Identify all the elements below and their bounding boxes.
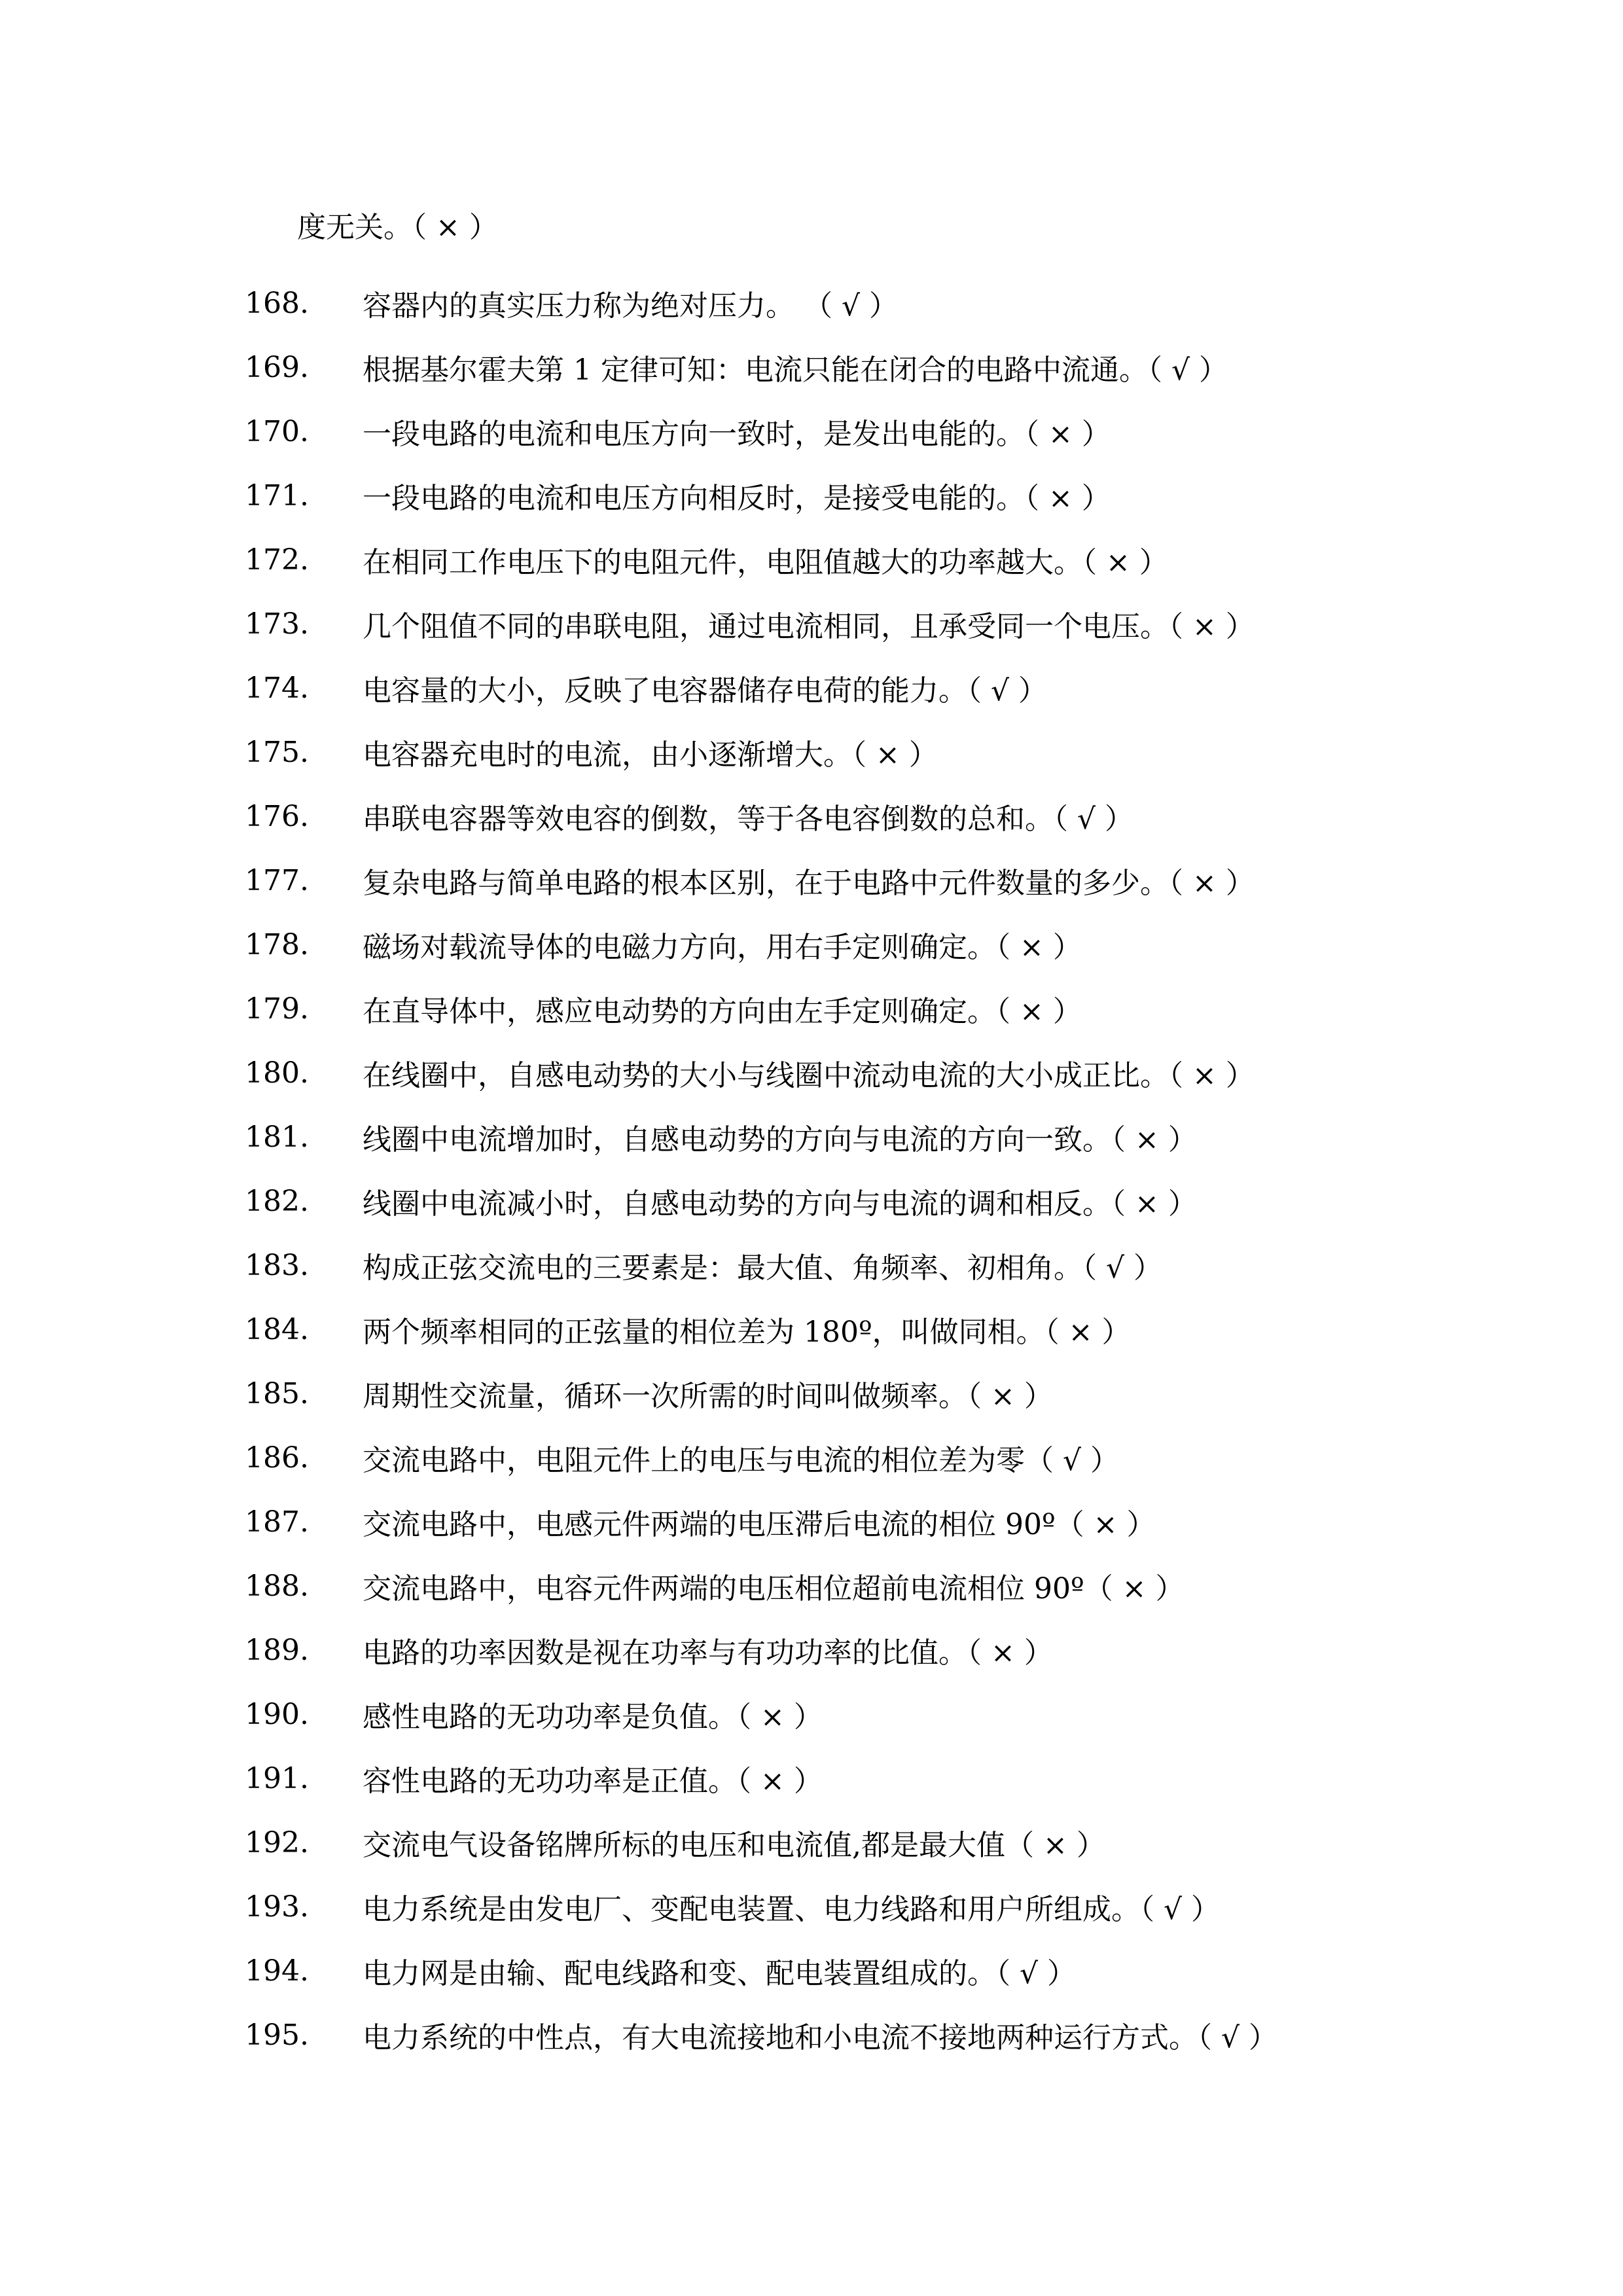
item-number: 187. — [245, 1505, 309, 1539]
list-item — [245, 1105, 1277, 1169]
list-item — [245, 1233, 1277, 1297]
list-item — [245, 977, 1277, 1041]
item-number: 191. — [245, 1761, 309, 1795]
list-item — [245, 1361, 1277, 1426]
item-number: 186. — [245, 1441, 309, 1475]
item-text: 容器内的真实压力称为绝对压力。 （ √ ） — [363, 289, 898, 323]
list-item — [245, 2003, 1277, 2067]
list-item — [245, 399, 1277, 463]
item-number: 172. — [245, 543, 309, 577]
list-item — [245, 1618, 1277, 1682]
item-text: 电力系统的中性点，有大电流接地和小电流不接地两种运行方式。（ √ ） — [363, 2021, 1278, 2054]
list-item — [245, 1874, 1277, 1939]
item-number: 168. — [245, 286, 309, 320]
list-item — [245, 1810, 1277, 1874]
list-item — [245, 656, 1277, 720]
continuation-line: 度无关。（ × ） — [297, 211, 498, 244]
list-item — [245, 1490, 1277, 1554]
list-item — [245, 1297, 1277, 1361]
item-number: 177. — [245, 863, 309, 897]
item-text: 在相同工作电压下的电阻元件，电阻值越大的功率越大。（ × ） — [363, 546, 1168, 579]
item-number: 175. — [245, 735, 309, 769]
item-text: 磁场对载流导体的电磁力方向，用右手定则确定。（ × ） — [363, 931, 1082, 964]
item-text: 交流电路中，电感元件两端的电压滞后电流的相位 90º（ × ） — [363, 1508, 1156, 1541]
item-text: 交流电路中，电阻元件上的电压与电流的相位差为零（ √ ） — [363, 1444, 1120, 1477]
item-text: 电力系统是由发电厂、变配电装置、电力线路和用户所组成。（ √ ） — [363, 1893, 1221, 1926]
item-text: 根据基尔霍夫第 1 定律可知：电流只能在闭合的电路中流通。（ √ ） — [363, 353, 1228, 387]
list-item — [245, 271, 1277, 335]
item-text: 线圈中电流减小时，自感电动势的方向与电流的调和相反。（ × ） — [363, 1187, 1197, 1221]
list-item — [245, 463, 1277, 528]
item-number: 193. — [245, 1890, 309, 1924]
item-text: 周期性交流量，循环一次所需的时间叫做频率。（ × ） — [363, 1380, 1053, 1413]
list-item — [245, 1169, 1277, 1233]
item-number: 185. — [245, 1376, 309, 1410]
item-number: 174. — [245, 671, 309, 705]
item-number: 179. — [245, 992, 309, 1026]
item-text: 电容量的大小，反映了电容器储存电荷的能力。（ √ ） — [363, 674, 1048, 708]
list-item — [245, 1426, 1277, 1490]
list-item — [245, 912, 1277, 977]
item-number: 184. — [245, 1312, 309, 1346]
list-item — [245, 848, 1277, 912]
item-text: 线圈中电流增加时，自感电动势的方向与电流的方向一致。（ × ） — [363, 1123, 1197, 1157]
item-number: 188. — [245, 1569, 309, 1603]
true-false-list — [245, 271, 1277, 2067]
list-item — [245, 1041, 1277, 1105]
item-number: 176. — [245, 799, 309, 833]
item-number: 189. — [245, 1633, 309, 1667]
item-number: 170. — [245, 414, 309, 448]
item-text: 一段电路的电流和电压方向一致时，是发出电能的。（ × ） — [363, 418, 1111, 451]
item-text: 在线圈中，自感电动势的大小与线圈中流动电流的大小成正比。（ × ） — [363, 1059, 1255, 1092]
list-item — [245, 1939, 1277, 2003]
item-number: 192. — [245, 1825, 309, 1859]
item-number: 173. — [245, 607, 309, 641]
item-number: 183. — [245, 1248, 309, 1282]
item-text: 几个阻值不同的串联电阻，通过电流相同，且承受同一个电压。（ × ） — [363, 610, 1255, 643]
item-text: 在直导体中，感应电动势的方向由左手定则确定。（ × ） — [363, 995, 1082, 1028]
item-text: 电容器充电时的电流，由小逐渐增大。（ × ） — [363, 738, 938, 772]
list-item — [245, 335, 1277, 399]
list-item — [245, 1746, 1277, 1810]
item-number: 182. — [245, 1184, 309, 1218]
item-text: 电力网是由输、配电线路和变、配电装置组成的。（ √ ） — [363, 1957, 1077, 1990]
item-text: 电路的功率因数是视在功率与有功功率的比值。（ × ） — [363, 1636, 1053, 1670]
item-number: 181. — [245, 1120, 309, 1154]
list-item — [245, 720, 1277, 784]
list-item — [245, 1554, 1277, 1618]
item-number: 190. — [245, 1697, 309, 1731]
item-text: 容性电路的无功功率是正值。（ × ） — [363, 1765, 823, 1798]
item-number: 171. — [245, 478, 309, 512]
list-item — [245, 1682, 1277, 1746]
item-text: 交流电路中，电容元件两端的电压相位超前电流相位 90º（ × ） — [363, 1572, 1185, 1605]
list-item — [245, 592, 1277, 656]
item-text: 一段电路的电流和电压方向相反时，是接受电能的。（ × ） — [363, 482, 1111, 515]
item-text: 感性电路的无功功率是负值。（ × ） — [363, 1700, 823, 1734]
list-item — [245, 528, 1277, 592]
item-number: 180. — [245, 1056, 309, 1090]
item-number: 178. — [245, 927, 309, 961]
item-text: 复杂电路与简单电路的根本区别，在于电路中元件数量的多少。（ × ） — [363, 867, 1255, 900]
item-number: 169. — [245, 350, 309, 384]
list-item — [245, 784, 1277, 848]
item-text: 两个频率相同的正弦量的相位差为 180º，叫做同相。（ × ） — [363, 1316, 1131, 1349]
item-number: 194. — [245, 1954, 309, 1988]
item-text: 串联电容器等效电容的倒数，等于各电容倒数的总和。（ √ ） — [363, 802, 1134, 836]
item-text: 构成正弦交流电的三要素是：最大值、角频率、初相角。（ √ ） — [363, 1251, 1163, 1285]
item-number: 195. — [245, 2018, 309, 2052]
item-text: 交流电气设备铭牌所标的电压和电流值,都是最大值（ × ） — [363, 1829, 1105, 1862]
